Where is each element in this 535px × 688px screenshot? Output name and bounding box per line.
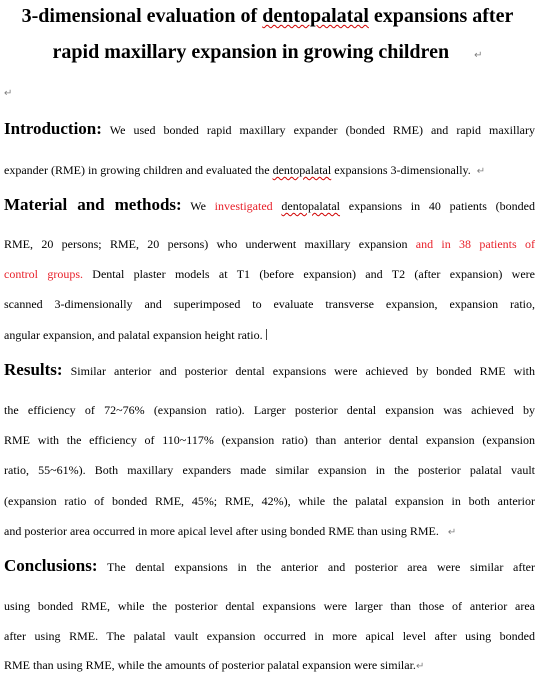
text-cursor — [266, 329, 267, 340]
methods-line-3 — [4, 266, 535, 282]
intro-line-2 — [4, 162, 485, 180]
paragraph-mark-icon: ↵ — [447, 527, 457, 538]
body-text: expansions 3-dimensionally. — [331, 163, 471, 177]
section-heading-results: Results: — [4, 360, 63, 379]
body-text: using bonded RME, while the posterior dental expansions were larger than those of anterior area — [4, 599, 535, 613]
title-line-2 — [0, 40, 535, 68]
empty-paragraph — [4, 83, 12, 101]
conclusions-line-3 — [4, 628, 535, 644]
body-text: Dental plaster models at T1 (before expansion) and T2 (after expansion) were — [82, 267, 535, 281]
body-text: RME than using RME, while the amounts of posterior palatal expansion were similar. — [4, 658, 416, 672]
methods-line-4 — [4, 296, 535, 312]
body-text: Similar anterior and posterior dental expansions were achieved by bonded RME with — [70, 364, 535, 378]
methods-line-5 — [4, 327, 267, 343]
title-text: expansions after — [368, 5, 514, 27]
paragraph-mark-icon: ↵ — [4, 88, 13, 99]
body-text: We — [190, 199, 215, 213]
body-text: ratio, 55~61%). Both maxillary expanders made similar expansion in the posterior palatal vault — [4, 463, 535, 477]
spell-flagged-word: dentopalatal — [262, 5, 369, 27]
title-text: 3-dimensional evaluation of — [21, 5, 263, 27]
methods-line-2 — [4, 236, 535, 252]
body-text: angular expansion, and palatal expansion height ratio. — [4, 328, 263, 342]
paragraph-mark-icon: ↵ — [415, 661, 425, 672]
results-line-5 — [4, 493, 535, 509]
highlighted-text: and in 38 patients of — [415, 237, 535, 251]
methods-line-1 — [4, 197, 535, 214]
body-text: (expansion ratio of bonded RME, 45%; RME, 42%), while the palatal expansion in both anterior — [4, 494, 535, 508]
conclusions-line-4 — [4, 657, 424, 675]
paragraph-mark-icon: ↵ — [476, 166, 486, 177]
paragraph-mark-icon: ↵ — [474, 50, 483, 61]
title-line-1 — [0, 4, 535, 28]
highlighted-text: investigated — [214, 199, 273, 213]
body-text: RME, 20 persons; RME, 20 persons) who underwent maxillary expansion — [4, 237, 416, 251]
section-heading-methods: Material and methods: — [4, 195, 182, 214]
section-heading-conclusions: Conclusions: — [4, 556, 98, 575]
spell-flagged-word: dentopalatal — [281, 199, 341, 213]
results-line-3 — [4, 432, 535, 448]
body-text: RME with the efficiency of 110~117% (expansion ratio) than anterior dental expansion (expansion — [4, 433, 535, 447]
intro-line-1 — [4, 121, 535, 138]
conclusions-line-1 — [4, 558, 535, 575]
body-text: after using RME. The palatal vault expansion occurred in more apical level after using bonded — [4, 629, 535, 643]
conclusions-line-2 — [4, 598, 535, 614]
section-heading-introduction: Introduction: — [4, 119, 102, 138]
results-line-4 — [4, 462, 535, 478]
body-text: and posterior area occurred in more apical level after using bonded RME than using RME. — [4, 524, 439, 538]
results-line-2 — [4, 402, 535, 418]
highlighted-text: control groups. — [4, 267, 83, 281]
body-text: expander (RME) in growing children and evaluated the — [4, 163, 273, 177]
body-text: the efficiency of 72~76% (expansion ratio). Larger posterior dental expansion was achieved by — [4, 403, 535, 417]
body-text: scanned 3-dimensionally and superimposed to evaluate transverse expansion, expansion ratio, — [4, 297, 535, 311]
results-line-6 — [4, 523, 456, 541]
spell-flagged-word: dentopalatal — [272, 163, 332, 177]
body-text: expansions in 40 patients (bonded — [340, 199, 535, 213]
results-line-1 — [4, 362, 535, 379]
body-text: The dental expansions in the anterior and posterior area were similar after — [107, 560, 535, 574]
body-text: We used bonded rapid maxillary expander (bonded RME) and rapid maxillary — [109, 123, 535, 137]
title-text: rapid maxillary expansion in growing children — [52, 41, 450, 63]
